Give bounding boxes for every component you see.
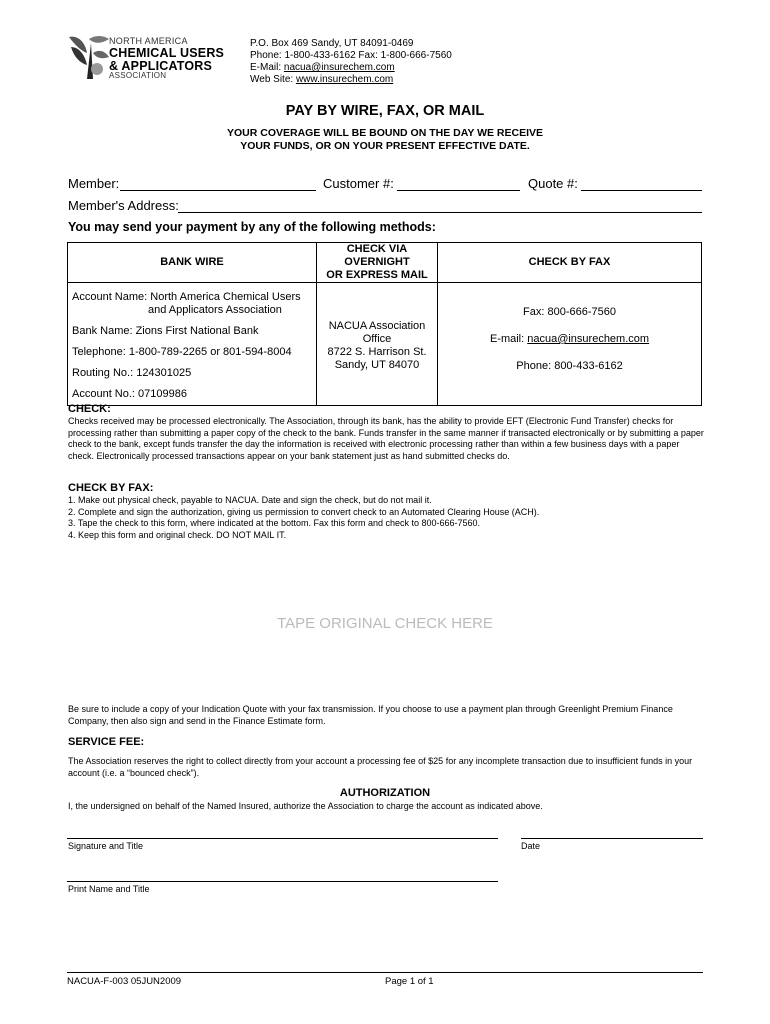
customer-field[interactable] [397,190,520,191]
bank-wire-header: BANK WIRE [68,243,317,283]
fax-note: Be sure to include a copy of your Indication Quote with your fax transmission. If you choose to use a payment plan through Greenlight Premium Finance Company, then also sign and send in the Finance Estimate form. [68,704,673,726]
member-field[interactable] [120,190,316,191]
logo-line-association: ASSOCIATION [109,71,167,80]
service-fee-heading: SERVICE FEE: [68,736,145,748]
overnight-mail-header [317,243,438,283]
mail-city: Sandy, UT 84070 [334,359,420,371]
authorization-heading: AUTHORIZATION [339,787,431,799]
contact-address: P.O. Box 469 Sandy, UT 84091-0469 [250,38,414,49]
bank-telephone: Telephone: 1-800-789-2265 or 801-594-8004 [72,346,292,358]
signature-label: Signature and Title [68,841,144,851]
contact-email-row [250,62,452,74]
contact-email-link[interactable]: nacua@insurechem.com [283,62,395,73]
fax-email-row [442,333,697,346]
address-field[interactable] [178,212,702,213]
mail-office: NACUA Association Office [328,320,426,345]
signature-field[interactable] [67,838,498,839]
overnight-header-line-1: CHECK VIA OVERNIGHT [344,243,410,268]
check-heading: CHECK: [68,403,111,415]
payment-methods-table [67,242,702,406]
check-by-fax-header: CHECK BY FAX [438,243,702,283]
logo-line-applicators: & APPLICATORS [109,58,213,73]
contact-web-label: Web Site: [250,74,296,85]
tape-check-area: TAPE ORIGINAL CHECK HERE [277,615,493,632]
methods-heading: You may send your payment by any of the following methods: [68,220,436,234]
fax-phone: Phone: 800-433-6162 [516,360,623,372]
overnight-mail-cell [317,283,438,406]
nacua-logo [67,33,239,83]
mail-street: 8722 S. Harrison St. [327,346,427,358]
fax-email-label: E-mail: [489,333,528,345]
page-subtitle [0,127,770,153]
fax-step-1: 1. Make out physical check, payable to NACUA. Date and sign the check, but do not mail it. [68,495,432,505]
check-by-fax-cell [438,283,702,406]
date-field[interactable] [521,838,703,839]
quote-field[interactable] [581,190,702,191]
page-title: PAY BY WIRE, FAX, OR MAIL [285,103,485,119]
contact-block [250,38,452,86]
bank-account-no: Account No.: 07109986 [72,388,187,400]
print-name-field[interactable] [67,881,498,882]
check-body: Checks received may be processed electronically. The Association, through its bank, has the ability to provide EFT (Electronic Fund Transfer) checks for processing rather than submitting a paper copy of the check to the bank. Funds transfer in the same manner if transacted electronically or by submitting a paper check to the bank, except funds transfer the day the information is received with electronic processing rather than within a few business days with a paper check. Electronically processed transactions appear on your bank statement just as hand submitted checks do. [68,416,704,461]
subtitle-line-2: YOUR FUNDS, OR ON YOUR PRESENT EFFECTIVE DATE. [240,140,530,152]
service-fee-body: The Association reserves the right to collect directly from your account a processing fee of $25 for any incomplete transaction due to insufficient funds in your account (i.e. a “bounced check”). [68,756,693,778]
fax-step-3: 3. Tape the check to this form, where indicated at the bottom. Fax this form and check to 800-666-7560. [68,518,481,528]
footer-divider [67,972,703,973]
fax-number: Fax: 800-666-7560 [523,306,616,318]
address-label: Member's Address: [68,198,179,213]
overnight-header-line-2: OR EXPRESS MAIL [326,269,428,281]
member-label: Member: [68,176,120,191]
contact-phone-fax: Phone: 1-800-433-6162 Fax: 1-800-666-7560 [250,50,452,61]
bank-wire-cell [68,283,317,406]
bank-routing: Routing No.: 124301025 [72,367,192,379]
contact-email-label: E-Mail: [250,62,284,73]
bank-account-name-2: and Applicators Association [148,304,282,316]
subtitle-line-1: YOUR COVERAGE WILL BE BOUND ON THE DAY WE RECEIVE [226,127,543,139]
contact-web-row [250,74,452,86]
fax-step-2: 2. Complete and sign the authorization, giving us permission to convert check to an Automated Clearing House (ACH). [68,506,540,517]
fax-email-link[interactable]: nacua@insurechem.com [527,333,650,345]
customer-label: Customer #: [323,176,394,191]
logo-emblem-icon [67,33,111,81]
bank-account-name: Account Name: North America Chemical Users [72,291,301,303]
bank-name: Bank Name: Zions First National Bank [72,325,259,337]
print-name-label: Print Name and Title [68,884,150,894]
logo-line-chemical-users: CHEMICAL USERS [109,46,225,60]
check-by-fax-steps [68,495,704,541]
page-number: Page 1 of 1 [385,976,434,987]
date-label: Date [521,841,541,851]
authorization-body: I, the undersigned on behalf of the Named Insured, authorize the Association to charge the account as indicated above. [68,801,543,811]
contact-web-link[interactable]: www.insurechem.com [295,74,394,85]
form-id: NACUA-F-003 05JUN2009 [67,976,182,987]
quote-label: Quote #: [528,176,578,191]
check-by-fax-heading: CHECK BY FAX: [68,482,154,494]
fax-step-4: 4. Keep this form and original check. DO NOT MAIL IT. [68,529,287,540]
logo-line-north-america: NORTH AMERICA [109,36,188,46]
